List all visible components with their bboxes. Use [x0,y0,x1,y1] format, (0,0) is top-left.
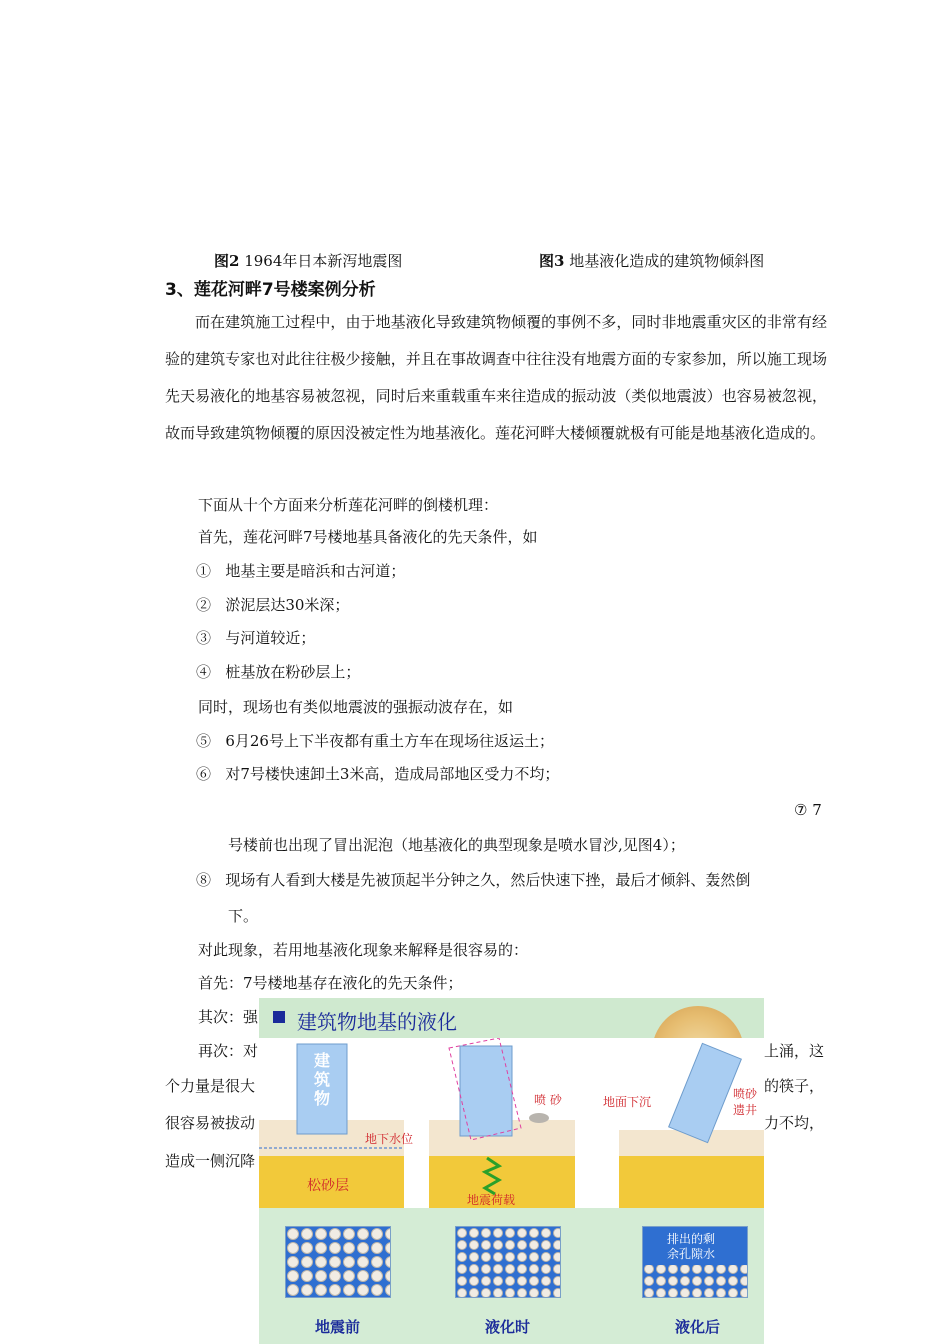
building-shape [669,1043,742,1142]
list-item-text: 淤泥层达30米深； [225,596,350,614]
figure3-caption-text: 地基液化造成的建筑物倾斜图 [569,252,765,270]
pull-line-start: 很容易被拔动 [165,1114,256,1132]
figure-stages-panel [259,1038,764,1208]
label-loose-sand: 松砂层 [307,1178,349,1194]
list-item-text: 6月26号上下半夜都有重土方车在现场往返运土； [225,732,554,750]
stages-diagram [259,1038,764,1208]
list-item [196,764,559,784]
label-during-liquefaction: 液化时 [485,1318,531,1336]
label-building: 建 [314,1051,331,1070]
stage-after [603,1043,764,1208]
list-item-number: ⑤ [196,732,212,750]
particles-fill [286,1227,390,1297]
list-item-number: ① [196,562,212,580]
label-groundwater: 地下水位 [365,1132,414,1146]
label-seismic-load: 地震荷载 [467,1193,516,1207]
particles-during [456,1227,560,1297]
particles-during-panel [455,1226,561,1298]
item7-number: ⑦ 7 [794,801,822,819]
list-item-number: ③ [196,629,212,647]
list-item [196,870,750,890]
list-item-text: 桩基放在粉砂层上； [225,663,361,681]
list-item-text: 地基主要是暗浜和古河道； [225,562,406,580]
label-sand-spout: 喷 砂 [534,1093,562,1107]
list-item-number: ⑥ [196,765,212,783]
label-ground-sink: 地面下沉 [603,1095,652,1109]
loose-sand-layer [619,1156,764,1208]
list-item-text: 现场有人看到大楼是先被顶起半分钟之久，然后快速下挫，最后才倾斜、轰然倒 [225,871,751,889]
figure3-caption [539,250,764,271]
section-heading: 3、莲花河畔7号楼案例分析 [165,280,376,300]
first-line: 首先，莲花河畔7号楼地基具备液化的先天条件，如 [198,528,538,546]
list-item-number: ⑧ [196,871,212,889]
first2-line: 首先：7号楼地基存在液化的先天条件； [198,974,463,992]
title-bullet-icon [273,1011,285,1023]
label-after-liquefaction: 液化后 [675,1318,721,1336]
list-item [196,561,405,581]
label-building: 物 [314,1089,331,1108]
stage-during [429,1038,575,1208]
force-line-end: 的筷子， [764,1077,825,1095]
figure2-caption [214,250,402,271]
figure2-caption-text: 1964年日本新泻地震图 [244,252,403,270]
label-before-quake: 地震前 [315,1318,361,1336]
third-line-end: 上涌，这 [764,1042,825,1060]
label-drained-water: 余孔隙水 [667,1247,716,1261]
particles-before [286,1227,390,1297]
particles-after [643,1227,747,1297]
particles-before-panel [285,1226,391,1298]
second-line: 其次：强 [198,1008,259,1026]
particles-after-panel [642,1226,748,1298]
figure-title: 建筑物地基的液化 [297,1010,457,1034]
force-line-start: 个力量是很大 [165,1077,256,1095]
list-item [196,662,360,682]
particles-fill [643,1265,747,1297]
list-item-number: ② [196,596,212,614]
label-sand-well: 喷砂 [733,1087,758,1101]
label-sand-well: 遗井 [733,1103,758,1117]
intro-line: 下面从十个方面来分析莲花河畔的倒楼机理： [198,496,499,514]
pull-line-end: 力不均， [764,1114,825,1132]
third-line-start: 再次：对 [198,1042,259,1060]
sink-line-start: 造成一侧沉降 [165,1152,256,1170]
particles-fill [456,1227,560,1297]
explain-line: 对此现象，若用地基液化现象来解释是很容易的： [198,941,529,959]
list-item-text: 对7号楼快速卸土3米高，造成局部地区受力不均； [225,765,560,783]
list-item-number: ④ [196,663,212,681]
list-item [196,628,315,648]
paragraph-1: 而在建筑施工过程中，由于地基液化导致建筑物倾覆的事例不多，同时非地震重灾区的非常有经验的建筑专家也对此往往极少接触，并且在事故调查中往往没有地震方面的专家参加，所以施工现场先天易液化的地基容易被忽视，同时后来重载重车来往造成的振动波（类似地震波）也容易被忽视，故而导致建筑物倾覆的原因没被定性为地基液化。莲花河畔大楼倾覆就极有可能是地基液化造成的。 [165,313,827,442]
sand-spout-icon [529,1113,549,1123]
item7-text: 号楼前也出现了冒出泥泡（地基液化的典型现象是喷水冒沙,见图4）； [228,836,685,854]
figure2-caption-prefix: 图2 [214,252,240,270]
item8-continuation: 下。 [228,907,259,925]
stage-before [259,1044,413,1208]
figure3-caption-prefix: 图3 [539,252,565,270]
list-item-text: 与河道较近； [225,629,316,647]
label-building: 筑 [314,1070,331,1089]
list-item [196,595,349,615]
meanwhile-line: 同时，现场也有类似地震波的强振动波存在，如 [198,698,514,716]
list-item [196,731,554,751]
liquefaction-figure [259,998,764,1344]
label-drained-water: 排出的剩 [667,1232,716,1246]
